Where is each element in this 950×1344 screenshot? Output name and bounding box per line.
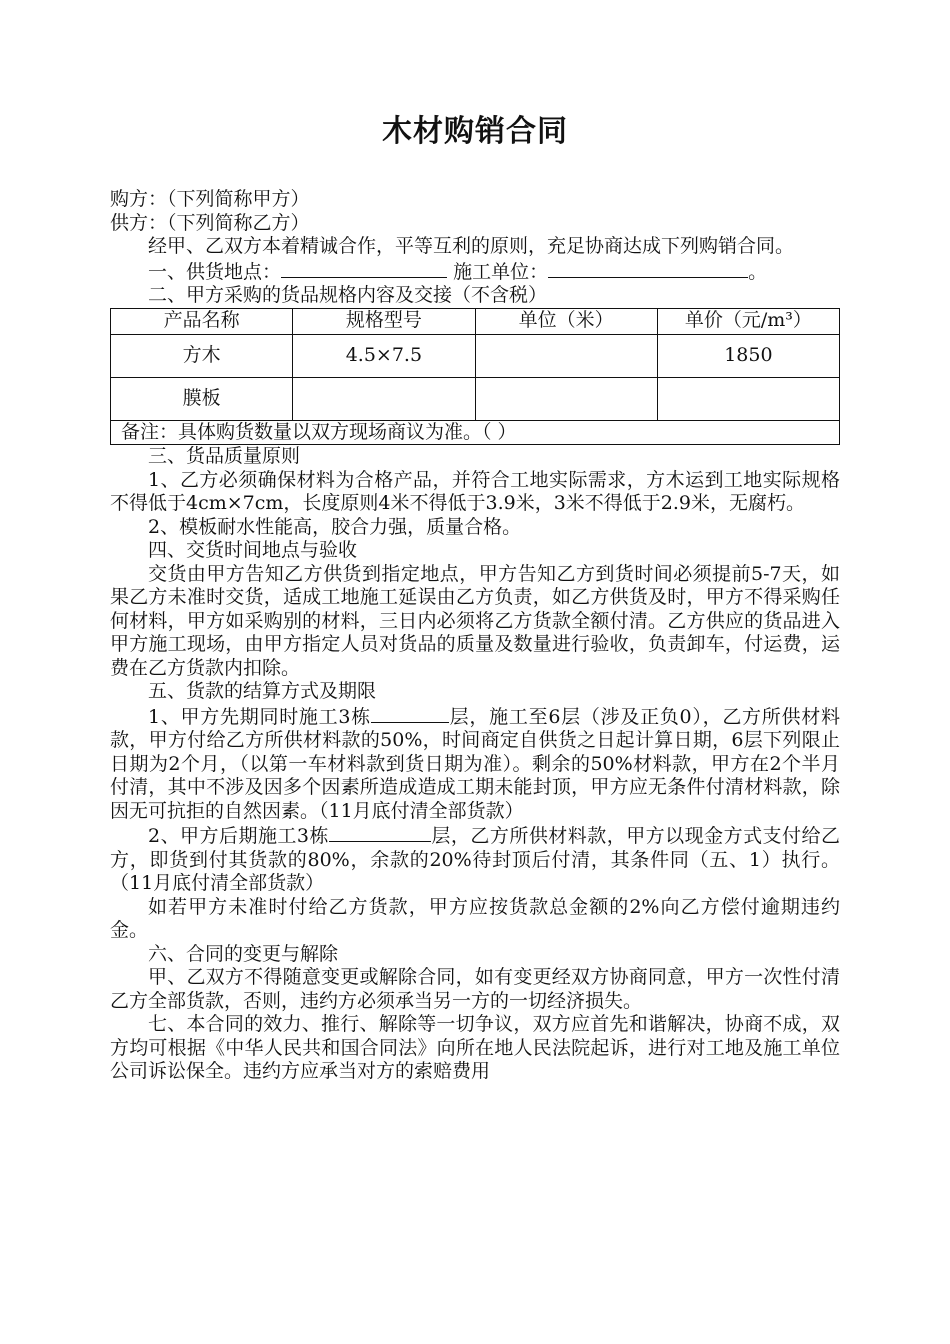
section-5-item-1-lead: 1、甲方先期同时施工3栋 [148, 705, 371, 728]
section-5-item-2-rest: 层，乙方所供材料款，甲方以现金方式支付给乙方，即货到付其货款的80%，余款的20%待封顶后付清，其条件同（五、1）执行。（11月底付清全部货款） [110, 825, 840, 894]
construction-unit-blank[interactable] [548, 259, 748, 278]
section-1-line [110, 259, 840, 285]
section-7-paragraph: 七、本合同的效力、推行、解除等一切争议，双方应首先和谐解决，协商不成，双方均可根据《中华人民共和国合同法》向所在地人民法院起诉，进行对工地及施工单位公司诉讼保全。违约方应承当对方的索赔费用 [110, 1013, 840, 1082]
section-5-item-1-rest: 层，施工至6层（涉及正负0），乙方所供材料款，甲方付给乙方所供材料款的50%，时间商定自供货之日起计算日期，6层下列限止日期为2个月，（以第一车材料款到货日期为准）。剩余的50%材料款，甲方在2个半月付清，其中不涉及因多个因素所造成造成工期未能封顶，甲方应无条件付清材料款，除因无可抗拒的自然因素。（11月底付清全部货款） [110, 705, 840, 822]
section-5-item-2-lead: 2、甲方后期施工3栋 [148, 825, 329, 847]
section-5-penalty: 如若甲方未准时付给乙方货款，甲方应按货款总金额的2%向乙方偿付逾期违约金。 [110, 895, 840, 941]
section-2-heading: 二、甲方采购的货品规格内容及交接（不含税） [148, 284, 548, 306]
table-header-cell: 单价（元/m³） [657, 308, 839, 334]
table-note: 备注：具体购货数量以双方现场商议为准。（ ） [111, 420, 840, 445]
section-5-item-2 [110, 823, 840, 896]
section-3-heading: 三、货品质量原则 [148, 445, 301, 467]
page-title: 木材购销合同 [382, 114, 568, 149]
intro-paragraph: 经甲、乙双方本着精诚合作，平等互利的原则，充足协商达成下列购销合同。 [148, 235, 795, 257]
table-cell: 膜板 [111, 377, 293, 420]
section-6-heading: 六、合同的变更与解除 [148, 942, 339, 965]
table-cell [475, 334, 657, 377]
table-row [111, 334, 840, 377]
table-note-row [111, 420, 840, 445]
table-header-cell: 单位（米） [475, 308, 657, 334]
floors-blank-1[interactable] [371, 704, 449, 723]
table-cell: 1850 [657, 334, 839, 377]
table-cell [657, 377, 839, 420]
table-cell: 4.5×7.5 [293, 334, 475, 377]
table-row [111, 377, 840, 420]
construction-unit-label: 施工单位： [453, 260, 549, 283]
spec-table [110, 308, 840, 446]
table-cell [293, 377, 475, 420]
table-header-row [111, 308, 840, 334]
section-4-heading: 四、交货时间地点与验收 [148, 539, 358, 561]
section-3-item-2: 2、模板耐水性能高，胶合力强，质量合格。 [148, 515, 522, 538]
table-cell [475, 377, 657, 420]
section-1-end: 。 [748, 260, 768, 283]
buyer-line: 购方：（下列简称甲方） [110, 188, 310, 210]
table-cell: 方木 [111, 334, 293, 377]
delivery-location-label: 一、供货地点： [148, 260, 282, 283]
table-header-cell: 产品名称 [111, 308, 293, 334]
section-6-paragraph: 甲、乙双方不得随意变更或解除合同，如有变更经双方协商同意，甲方一次性付清乙方全部货款，否则，违约方必须承当另一方的一切经济损失。 [110, 966, 840, 1012]
section-4-paragraph: 交货由甲方告知乙方供货到指定地点，甲方告知乙方到货时间必须提前5-7天，如果乙方未准时交货，适成工地施工延误由乙方负责，如乙方供货及时，甲方不得采购任何材料，甲方如采购别的材料，三日内必须将乙方货款全额付清。乙方供应的货品进入甲方施工现场，由甲方指定人员对货品的质量及数量进行验收，负责卸车，付运费，运费在乙方货款内扣除。 [110, 562, 840, 679]
floors-blank-2[interactable] [329, 823, 431, 842]
delivery-location-blank[interactable] [281, 259, 447, 278]
section-5-heading: 五、货款的结算方式及期限 [148, 680, 377, 702]
section-3-item-1: 1、乙方必须确保材料为合格产品，并符合工地实际需求，方木运到工地实际规格不得低于4cm×7cm，长度原则4米不得低于3.9米，3米不得低于2.9米，无腐朽。 [110, 468, 840, 514]
section-5-item-1 [110, 704, 840, 824]
table-header-cell: 规格型号 [293, 308, 475, 334]
seller-line: 供方：（下列简称乙方） [110, 211, 310, 234]
